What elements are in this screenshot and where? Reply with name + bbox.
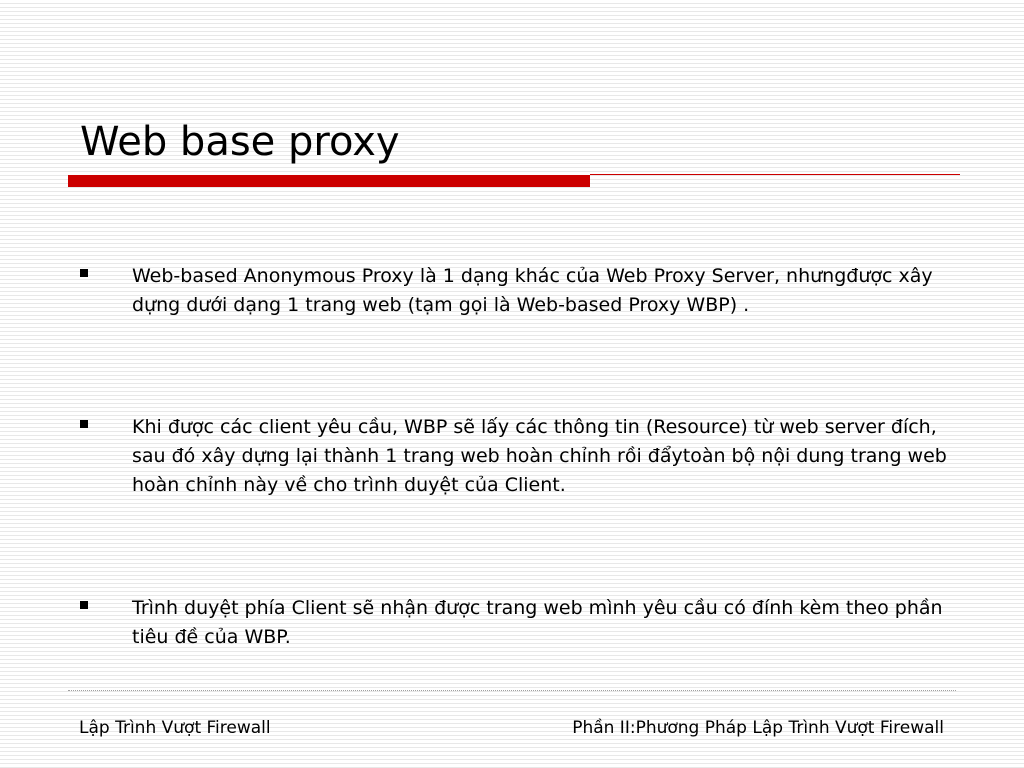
slide-title: Web base proxy (80, 119, 400, 165)
bullet-text: Web-based Anonymous Proxy là 1 dạng khác của Web Proxy Server, nhưngđược xây dựng dưới dạng 1 trang web (tạm gọi là Web-based Proxy WBP) . (132, 265, 933, 316)
title-underline-thick (68, 175, 590, 187)
footer-right-text: Phần II:Phương Pháp Lập Trình Vượt Firewall (572, 718, 944, 738)
footer-divider (68, 690, 956, 691)
bullet-text: Trình duyệt phía Client sẽ nhận được trang web mình yêu cầu có đính kèm theo phần tiêu đề của WBP. (132, 597, 943, 648)
square-bullet-icon (80, 420, 88, 428)
title-underline-thin (590, 174, 960, 175)
bullet-text: Khi được các client yêu cầu, WBP sẽ lấy các thông tin (Resource) từ web server đích, sau đó xây dựng lại thành 1 trang web hoàn chỉnh rồi đẩytoàn bộ nội dung trang web hoàn chỉnh này về cho trình duyệt của Client. (132, 416, 947, 496)
square-bullet-icon (80, 601, 88, 609)
square-bullet-icon (80, 269, 88, 277)
footer-left-text: Lập Trình Vượt Firewall (79, 718, 271, 738)
